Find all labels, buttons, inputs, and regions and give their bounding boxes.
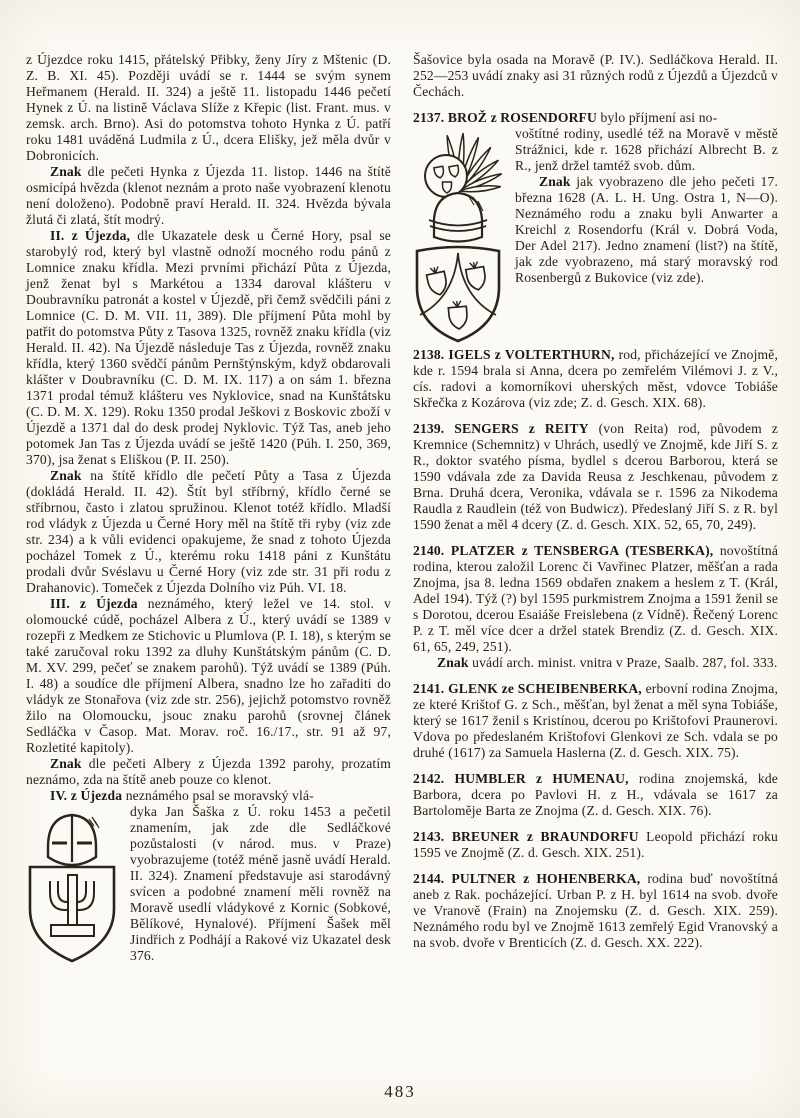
- paragraph-text: neznámého, který ležel ve 14. stol. v olomoucké cúdě, pocházel Albera z Ú., který uvádí se 1389 v rozepři z Medkem ze Stichovic u Plumlova (P. I. 18), s kterým se také zaručoval roku 1392 za dluhy Kunštátským pánům (C. D. M. XV. 299, pečeť se znakem parohů). Týž uvádí se 1389 (Púh. I. 48) a soudíce dle příjmení Albera, snadno lze ho zařaditi do vládyk ze Stonařova (viz zde str. 256), jejichž potomstvo rovněž žilo na Olomoucku, jsouc znaku parohů (srovnej článek Sedláčka v Časop. Mat. Morav. roč. 16./17., str. 91 až 97, Rozletité kapitoly).: [26, 596, 391, 755]
- paragraph-continuation: [26, 52, 391, 164]
- entry-paragraph: [413, 543, 778, 655]
- paragraph-znak-albera: [26, 756, 391, 788]
- entry-number: 2139.: [413, 421, 445, 436]
- entry-number: 2138.: [413, 347, 445, 362]
- paragraph-text: dle pečeti Albery z Újezda 1392 parohy, prozatím neznámo, zda na štítě aneb pouze co klenot.: [26, 756, 391, 787]
- helm-and-candlestick-shield-icon: [26, 807, 118, 965]
- entry-2140: [413, 543, 778, 671]
- entry-number: 2142.: [413, 771, 445, 786]
- paragraph-text: Šašovice byla osada na Moravě (P. IV.). Sedláčkova Herald. II. 252—253 uvádí znaky asi 31 různých rodů z Újezdů a Újezdců v Čechách.: [413, 52, 778, 99]
- page-number: 483: [384, 1082, 416, 1101]
- paragraph-lead: II. z Újezda,: [50, 228, 131, 243]
- entry-heading: [413, 110, 778, 126]
- entry-text: rod, přicházející ve Znojmě, kde r. 1594 brala si Anna, dcera po zemřelém Vilémovi J. z V., cís. radovi a komorníkovi uherských měst, vdovce Tobiáše Skřečka z Kozárova (viz zde; Z. d. Gesch. XIX. 68).: [413, 347, 778, 410]
- tilting-helm-icon: [429, 193, 487, 242]
- saska-seal-illustration: [26, 807, 118, 965]
- entry-name: PULTNER z HOHENBERKA,: [444, 871, 641, 886]
- broz-rosendorfu-arms-illustration: [413, 129, 503, 345]
- shield-candlestick-icon: [30, 867, 114, 961]
- entry-number: 2140.: [413, 543, 445, 558]
- paragraph-znak-puta-tas: [26, 468, 391, 596]
- crest-ball-icon: [425, 155, 467, 197]
- entry-number: 2143.: [413, 829, 445, 844]
- entry-name: SENGERS z REITY: [444, 421, 589, 436]
- entry-paragraph: [413, 771, 778, 819]
- paragraph-ujezda-ii: [26, 228, 391, 468]
- entry-text: voštítné rodiny, usedlé též na Moravě v městě Strážnici, kde r. 1628 přichází Albrecht B. z R., jenž držel tamtéž svob. dům.: [515, 126, 778, 173]
- entry-paragraph: [413, 347, 778, 411]
- entry-paragraph: [413, 421, 778, 533]
- entry-znak-paragraph: [413, 655, 778, 671]
- entry-2142: [413, 771, 778, 819]
- paragraph-znak-hynek: [26, 164, 391, 228]
- entry-text: Leopold přichází roku 1595 ve Znojmě (Z. d. Gesch. XIX. 251).: [413, 829, 778, 860]
- paragraph-text: neznámého psal se moravský vlá-: [122, 788, 314, 803]
- entry-body-with-illustration: [413, 126, 778, 286]
- entry-paragraph: [413, 871, 778, 951]
- paragraph-text: dyka Jan Šaška z Ú. roku 1453 a pečetil znamením, jak zde dle Sedláčkové pozůstalosti (v národ. mus. v Praze) vyobrazujeme (totéž méně jasně uvádí Herald. II. 324). Znamení představuje asi starodávný svícen a podobné znamení měli rovněž na Moravě usedlí vládykové z Kornic (Sobkové, Bělíkové, Hynalové). Příjmení Šašek měl Jindřich z Podhájí a Rakové viz Ukazatel desk 376.: [130, 804, 391, 963]
- entry-name: BROŽ z ROSENDORFU: [444, 110, 597, 125]
- great-helm-icon: [48, 815, 99, 865]
- entry-2141: [413, 681, 778, 761]
- paragraph-ujezda-iii: [26, 596, 391, 756]
- entry-text: rodina buď novoštítná aneb z Rak. pocházející. Urban P. z H. byl 1614 na svob. dvoře ve Vranově (Frain) na Znojemsku (Z. d. Gesch. XIX. 259). Neznámého rodu byl ve Znojmě 1613 zemřelý Egid Vranovský a na svob. dvoře v Brenticích (Z. d. Gesch. XX. 222).: [413, 871, 778, 950]
- entry-name: BREUNER z BRAUNDORFU: [444, 829, 639, 844]
- entry-number: 2144.: [413, 871, 445, 886]
- entry-name: GLENK ze SCHEIBENBERKA,: [444, 681, 642, 696]
- right-column: [413, 52, 778, 967]
- entry-text: uvádí arch. minist. vnitra v Praze, Saalb. 287, fol. 333.: [468, 655, 778, 670]
- entry-2139: [413, 421, 778, 533]
- entry-text: jak vyobrazeno dle jeho pečeti 17. března 1628 (A. L. H. Ung. Ostra 1, N—O). Neznámého rodu a znaku byli Anwarter a Kreichl z Rosendorfu (Král v. Dobrá Voda, Der Adel 217). Jedno znamení (list?) na štítě, jak zde vyobrazeno, má starý moravský rod Rosenbergů z Bukovice (viz zde).: [515, 174, 778, 285]
- entry-name: PLATZER z TENSBERGA (TESBERKA),: [444, 543, 714, 558]
- entry-number: 2141.: [413, 681, 445, 696]
- paragraph-text: z Újezdce roku 1415, přátelský Přibky, ženy Jíry z Mštenic (D. Z. B. XI. 45). Později uvádí se r. 1444 se svým synem Heřmanem (Herald. II. 324) a ještě 11. listopadu 1446 pečetí Hynek z Ú. na listině Václava Slíže z Křepic (list. Frant. mus. v zemsk. arch. Brno). Asi do potomstva tohoto Hynka z Ú. patří roku 1481 uváděná Ludmila z Ú., dcera Elišky, jež měla dvůr v Dobronicích.: [26, 52, 391, 163]
- entry-number: 2137.: [413, 110, 445, 125]
- paragraph-text: dle pečeti Hynka z Újezda 11. listop. 1446 na štítě osmicípá hvězda (klenot neznám a proto naše vyobrazení klenotu není doloženo). Podobně praví Herald. II. 324. Hvězda bývala žlutá či zlatá, štít modrý.: [26, 164, 391, 227]
- entry-2137: [413, 110, 778, 286]
- paragraph-lead: Znak: [50, 164, 82, 179]
- entry-text: bylo příjmení asi no-: [596, 110, 718, 125]
- entry-2138: [413, 347, 778, 411]
- entry-text: rodina znojemská, kde Barbora, dcera po Pavlovi H. z H., vdávala se 1617 za Bartoloměje Barta ze Znojma (Z. d. Gesch. XIX. 76).: [413, 771, 778, 818]
- left-column: [26, 52, 391, 967]
- entry-2143: [413, 829, 778, 861]
- paragraph-lead: Znak: [437, 655, 469, 670]
- plumed-helm-and-leaf-shield-icon: [413, 129, 503, 345]
- paragraph-lead: Znak: [50, 468, 82, 483]
- entry-paragraph: [413, 829, 778, 861]
- entry-name: IGELS z VOLTERTHURN,: [444, 347, 615, 362]
- entry-text: (von Reita) rod, původem z Kremnice (Schemnitz) v Uhrách, usedlý ve Znojmě, kde Jiří S. z R., doktor svatého písma, bydlel s dcerou Barborou, která se 1590 vdávala zde za Davida Reusa z Jeschkenau, původem z Brna. Druhá dcera, Veronika, vdávala se r. 1596 za Nikodema Raudla z Raudlein (též von Budwicz). Předeslaný Jiří S. z R. byl 1590 ženat a měl 4 dcery (Z. d. Gesch. XIX. 52, 65, 70, 249).: [413, 421, 778, 532]
- entry-paragraph: [413, 681, 778, 761]
- entry-name: HUMBLER z HUMENAU,: [444, 771, 629, 786]
- paragraph-lead: Znak: [539, 174, 571, 189]
- paragraph-ujezda-iv-body: [26, 804, 391, 964]
- paragraph-text: na štítě křídlo dle pečetí Půty a Tasa z Újezda (dokládá Herald. II. 42). Štít byl stříbrný, křídlo černé se stříbrnou, často i zlatou spružinou. Klenot totéž křídlo. Mladší rod vládyk z Újezda u Černé Hory měl na štítě tři ryby (viz zde str. 234) a k vůli evidenci opakujeme, že snad z tohoto Újezda pocházel Tomek z Ú., kterému roku 1418 páni z Kunštátu prodali dvůr Svéslavu u Černé Hory (viz zde str. 31 při rodu z Drahanovic). Tomeček z Újezda Dolního viz Púh. VI. 18.: [26, 468, 391, 595]
- paragraph-lead: Znak: [50, 756, 82, 771]
- entry-text: novoštítná rodina, kterou založil Lorenc či Vavřinec Platzer, měšťan a rada Znojma, jsa 8. ledna 1569 obdařen znakem a heslem z T. (Král, Adel 194). Týž (?) byl 1595 purkmistrem Znojma a 1591 ženil se s Dorotou, dcerou Esaiáše Freislebena (z Vídně). Řečený Lorenc P. z T. měl více dcer a držel statek Brendiz (Z. d. Gesch. XIX. 61, 65, 249, 251).: [413, 543, 778, 654]
- paragraph-lead: IV. z Újezda: [50, 788, 123, 803]
- paragraph-ujezda-iv-head: [26, 788, 391, 804]
- paragraph-continuation: [413, 52, 778, 100]
- paragraph-lead: III. z Újezda: [50, 596, 138, 611]
- entry-2144: [413, 871, 778, 951]
- entry-text: erbovní rodina Znojma, ze které Krištof G. z Sch., měšťan, byl ženat a měl syna Tobiáše, který se 1617 ženil s Kristínou, dcerou po Krištofovi Praunerovi. Vdova po předeslaném Krištofovi Glenkovi ze Sch. vdala se po druhé (1617) za Samuela Haslerna (Z. d. Gesch. XIX. 75).: [413, 681, 778, 760]
- two-column-layout: [26, 52, 778, 967]
- paragraph-text: dle Ukazatele desk u Černé Hory, psal se starobylý rod, který byl vlastně odnoží mocného rodu pánů z Lomnice znaku křídla. Mezi prvními přichází Půta z Újezda, jenž ženat byl s Markétou a 1334 daroval klášteru v Doubravníku patronát a kostel v Újezdě, při čemž svědčili páni z Lomnice (C. D. M. VII. 11, 389). Dle příjmení Půta mohl by patřit do potomstva Půty z Tasova 1325, rovněž znaku křídla (viz Herald. II. 42). Na Újezdě následuje Tas z Újezda, rovněž znaku křídla, který 1360 svědčí pánům Pernštýnským, když obdarovali klášter v Doubravníku (C. D. M. IX. 117) a on sám 1. března 1371 prodal témuž klášteru ves Nyklovice, snad na Kunštátsku (C. D. M. X. 129). Roku 1350 prodal Ješkovi z Boskovic zboží v Újezdě a 1371 dal do desk prodej Nyklovic. Týž Tas, aneb jeho potomek Jan Tas z Újezda uvádí se ještě 1420 (Púh. I. 250, 369, 370), jsa ženat s Eliškou (P. II. 250).: [26, 228, 391, 467]
- shield-three-leaves-icon: [417, 247, 499, 341]
